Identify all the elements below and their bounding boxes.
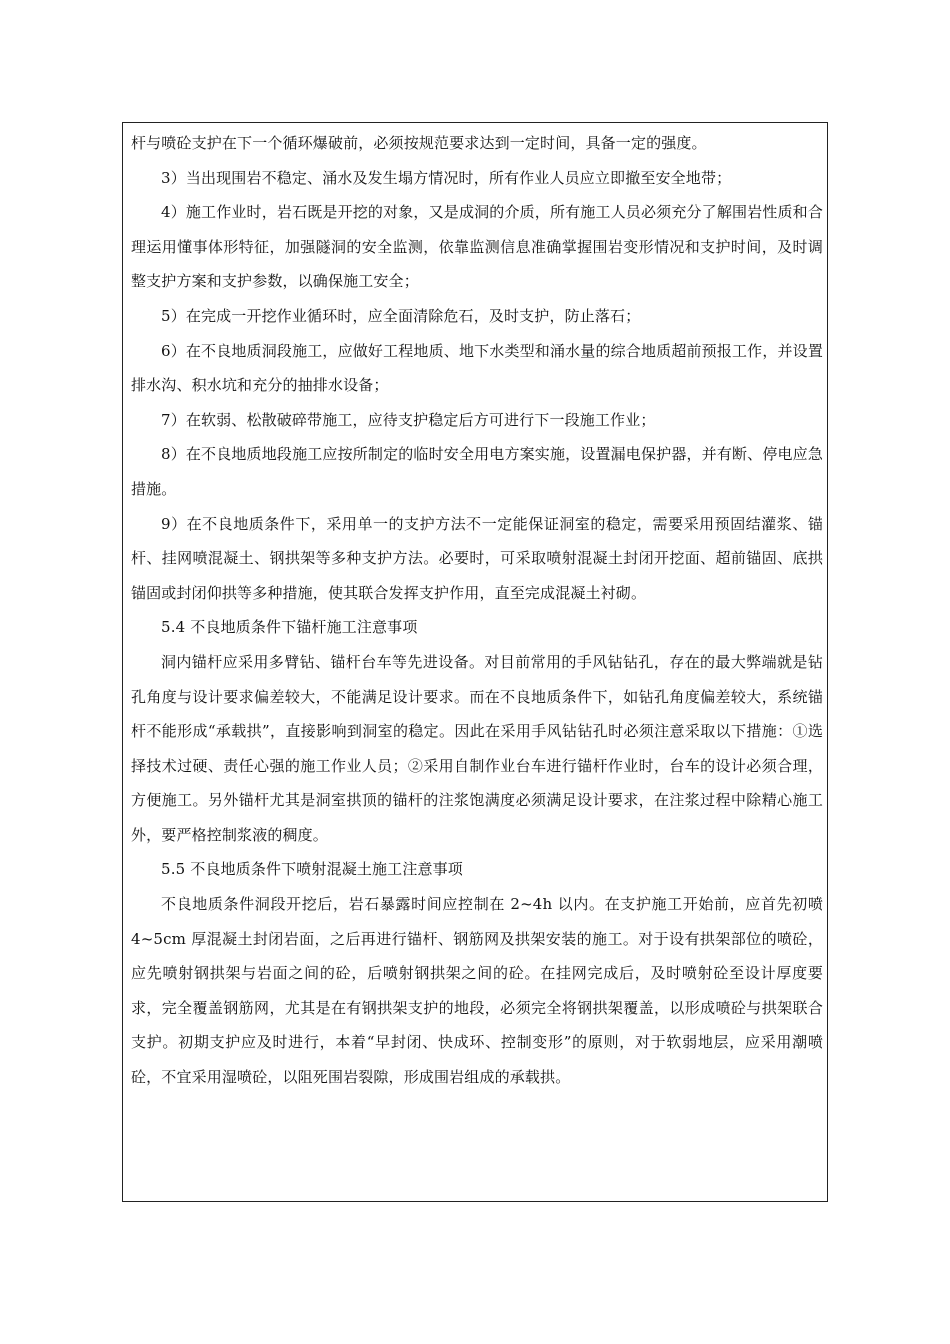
section-5-5-heading: 5.5 不良地质条件下喷射混凝土施工注意事项 [161,860,463,879]
item-9-paragraph: 9）在不良地质条件下，采用单一的支护方法不一定能保证洞室的稳定，需要采用预固结灌浆、锚杆、挂网喷混凝土、钢拱架等多种支护方法。必要时，可采取喷射混凝土封闭开挖面、超前锚固、底拱锚固或封闭仰拱等多种措施，使其联合发挥支护作用，直至完成混凝土衬砌。 [131,514,823,602]
item-4-paragraph: 4）施工作业时，岩石既是开挖的对象，又是成洞的介质，所有施工人员必须充分了解围岩性质和合理运用懂事体形特征，加强隧洞的安全监测，依靠监测信息准确掌握围岩变形情况和支护时间，及时调整支护方案和支护参数，以确保施工安全； [131,203,823,291]
item-7-paragraph: 7）在软弱、松散破碎带施工，应待支护稳定后方可进行下一段施工作业； [161,410,656,429]
item-6-paragraph: 6）在不良地质洞段施工，应做好工程地质、地下水类型和涌水量的综合地质超前预报工作，并设置排水沟、积水坑和充分的抽排水设备； [131,341,823,395]
item-3-paragraph: 3）当出现围岩不稳定、涌水及发生塌方情况时，所有作业人员应立即撤至安全地带； [161,168,732,187]
section-5-4-paragraph: 洞内锚杆应采用多臂钻、锚杆台车等先进设备。对目前常用的手风钻钻孔，存在的最大弊端就是钻孔角度与设计要求偏差较大，不能满足设计要求。而在不良地质条件下，如钻孔角度偏差较大，系统锚杆不能形成“承载拱”，直接影响到洞室的稳定。因此在采用手风钻钻孔时必须注意采取以下措施：①选择技术过硬、责任心强的施工作业人员；②采用自制作业台车进行锚杆作业时，台车的设计必须合理，方便施工。另外锚杆尤其是洞室拱顶的锚杆的注浆饱满度必须满足设计要求，在注浆过程中除精心施工外，要严格控制浆液的稠度。 [131,652,823,844]
continued-paragraph: 杆与喷砼支护在下一个循环爆破前，必须按规范要求达到一定时间，具备一定的强度。 [131,134,707,152]
section-5-5-paragraph: 不良地质条件洞段开挖后，岩石暴露时间应控制在 2~4h 以内。在支护施工开始前，应首先初喷 4~5cm 厚混凝土封闭岩面，之后再进行锚杆、钢筋网及拱架安装的施工。对于设有拱架部位的喷砼，应先喷射钢拱架与岩面之间的砼，后喷射钢拱架之间的砼。在挂网完成后，及时喷射砼至设计厚度要求，完全覆盖钢筋网，尤其是在有钢拱架支护的地段，必须完全将钢拱架覆盖，以形成喷砼与拱架联合支护。初期支护应及时进行，本着“早封闭、快成环、控制变形”的原则，对于软弱地层，应采用潮喷砼，不宜采用湿喷砼，以阻死围岩裂隙，形成围岩组成的承载拱。 [131,895,823,1087]
section-5-4-heading: 5.4 不良地质条件下锚杆施工注意事项 [161,618,418,637]
item-5-paragraph: 5）在完成一开挖作业循环时，应全面清除危石，及时支护，防止落石； [161,306,641,325]
item-8-paragraph: 8）在不良地质地段施工应按所制定的临时安全用电方案实施，设置漏电保护器，并有断、停电应急措施。 [131,445,823,498]
document-body [131,126,823,1095]
